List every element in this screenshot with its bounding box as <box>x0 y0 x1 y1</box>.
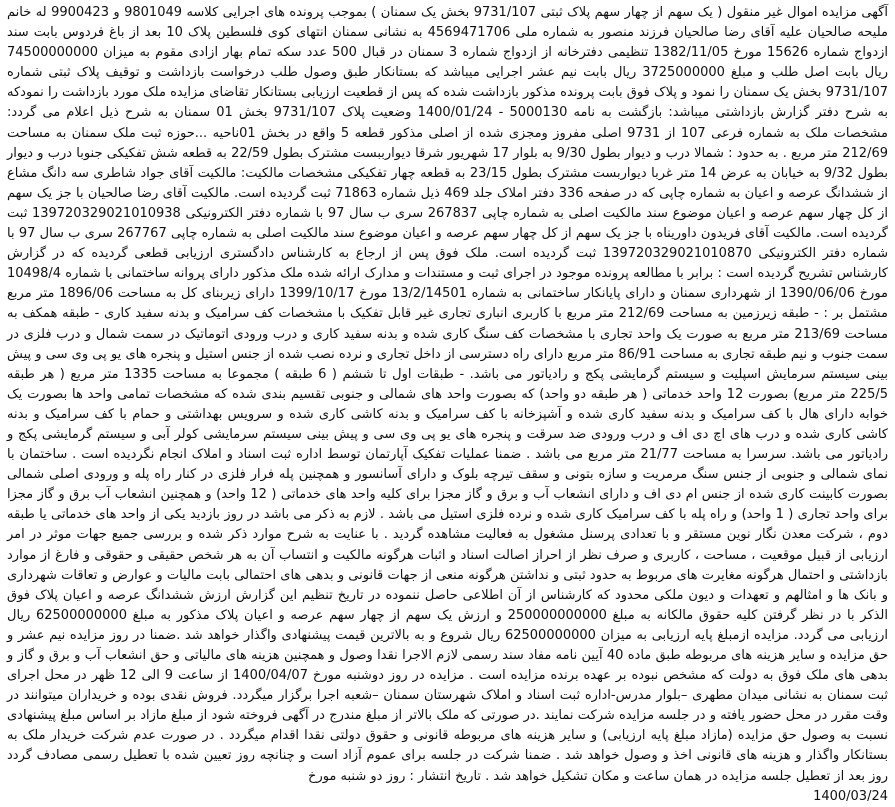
notice-body-text: آگهی مزایده اموال غیر منقول ( یک سهم از چهار سهم پلاک ثبتی 9731/107 بخش یک سمنان ) بموجب پرونده های اجرایی کلاسه 9801049 و 9900423 له خانم ملیحه صالحیان علیه آقای رضا صالحیان فرزند منصور به شماره ملی 4569471706 به نشانی سمنان انتهای کوی فلسطین پلاک 10 بعد از باغ فردوس بابت سند ازدواج شماره 15626 مورخ 1382/11/05 تنظیمی دفترخانه از ازدواج شماره 3 سمنان در قبال 500 عدد سکه تمام بهار ازادی مقوم به میزان 74500000000 ریال بابت اصل طلب و مبلغ 3725000000 ریال بابت نیم عشر اجرایی میباشد که بستانکار طبق وصول طلب درخواست بازداشت و توقیف پلاک ثبتی شماره 9731/107 بخش یک سمنان را نمود و پلاک فوق بابت پرونده مذکور بازداشت شده که پس از قطعیت ارزیابی بستانکار تقاضای مزایده ملک مورد بازداشت را نمودکه به شرح دفتر گزارش بازداشتی میباشد: بازگشت به نامه 5000130 - 1400/01/24 وضعیت پلاک 9731/107 بخش 01 سمنان به شرح ذیل اعلام می گردد: مشخصات ملک به شماره فرعی 107 از 9731 اصلی مفروز ومجزی شده از اصلی مذکور قطعه 5 واقع در بخش 01ناحیه ...حوزه ثبت ملک سمنان به مساحت 212/69 متر مربع . به حدود : شمالا درب و دیوار بطول 9/30 به بلوار 17 شهریور شرقا دیوارببست مشترک بطول 22/59 به قطعه شش تفکیکی جنوبا درب و دیوار بطول 9/32 به خیابان به عرض 14 متر غربا دیواربست مشترک بطول 23/15 به قطعه چهار تفکیکی مشخصات مالکیت: مالکیت آقای جواد شاطری سه دانگ مشاع از ششدانگ عرصه و اعیان به شماره چاپی که در صفحه 336 دفتر املاک جلد 469 ذیل شماره 71863 ثبت گردیده است. مالکیت آقای رضا صالحیان با جز یک سهم از کل چهار سهم عرصه و اعیان موضوع سند مالکیت اصلی به شماره چاپی 267837 سری ب سال 97 با شماره دفتر الکترونیکی 139720329021010938 ثبت گردیده است. مالکیت آقای فریدون داوریناه با جز یک سهم از کل چهار سهم عرصه و اعیان موضوع سند مالکیت اصلی به شماره چاپی 267767 سری ب سال 97 با شماره دفتر الکترونیکی 139720329021010870 ثبت گردیده است. ملک فوق پس از ارجاع به کارشناس دادگستری ارزیابی قطعی گردیده که در گزارش کارشناس تشریح گردیده است : برابر با مطالعه پرونده موجود در اجرای ثبت و مستندات و مدارک ارائه شده ملک مذکور دارای پروانه ساختمانی با شماره 10498/4 مورخ 1390/06/06 از شهرداری سمنان و دارای پایانکار ساختمانی به شماره 13/2/14501 مورخ 1399/10/17 دارای زیربنای کل به مساحت 1896/06 متر مربع مشتمل بر : - طبقه زیرزمین به مساحت 212/69 متر مربع با کاربری انباری تجاری غیر قابل تفکیک با مشخصات کف سرامیک و بدنه سفید کاری - طبقه همکف به مساحت 213/69 متر مربع به صورت یک واحد تجاری با مشخصات کف سنگ کاری شده و بدنه سفید کاری و درب ورودی اتوماتیک در سمت شمال و درب فلزی در سمت جنوب و نیم طبقه تجاری به مساحت 86/91 متر مربع دارای راه دسترسی از داخل تجاری و نرده نصب شده از جنس استیل و پنجره های یو پی وی سی و پیش بینی سیستم سرمایش اسپلیت و سیستم گرمایشی پکج و رادیاتور می باشد. - طبقات اول تا ششم ( 6 طبقه ) مجموعا به مساحت 1335 متر مربع ( هر طبقه 225/5 متر مربع) بصورت 12 واحد خدماتی ( هر طبقه دو واحد) که بصورت واحد های شمالی و جنوبی تقسیم بندی شده که مشخصات تمامی واحد ها بصورت یک خوابه دارای هال با کف سرامیک و بدنه سفید کاری شده و آشپزخانه با کف سرامیک و بدنه کاشی کاری شده و سرویس بهداشتی و حمام با کف سرامیک و بدنه کاشی کاری شده و درب های اچ دی اف و درب ورودی ضد سرقت و پنجره های یو پی وی سی و پیش بینی سیستم سرمایشی کولر آبی و سیستم گرمایشی پکج و رادیاتور می باشد. سرسرا به مساحت 21/77 متر مربع می باشد . ضمنا عملیات تفکیک آپارتمان توسط اداره ثبت اسناد و املاک انجام نگردیده است . ساختمان با نمای شمالی و جنوبی از جنس سنگ مرمریت و سازه بتونی و سقف تیرچه بلوک و دارای آسانسور و همچنین پله فرار فلزی در کنار راه پله و ورودی اصلی شمالی بصورت کابینت کاری شده از جنس ام دی اف و دارای انشعاب آب و برق و گاز مجزا برای کلیه واحد های خدماتی ( 12 واحد) و همچنین انشعاب آب برق و گاز مجزا برای واحد تجاری ( 1 واحد) و راه پله با کف سرامیک کاری شده و نرده فلزی استیل می باشد . لازم به ذکر می باشد در روز بازدید یکی از واحد های خدماتی یا طبقه دوم ، شرکت معدن نگار نوین مستقر و با تعدادی پرسنل مشغول به فعالیت مشاهده گردید . با عنایت به شرح موارد ذکر شده و بررسی جمیع جهات موثر در امر ارزیابی از قبیل موقعیت ، مساحت ، کاربری و صرف نظر از احراز اصالت اسناد و اثبات هرگونه مالکیت و انتساب آن به هر شخص حقیقی و حقوقی و فارغ از موارد بازداشتی و احتمال هرگونه مغایرت های مربوط به حدود ثبتی و نداشتن هرگونه منعی از جهات قانونی و بدهی های احتمالی بابت مالیات و عوارض و تعاقات شهرداری و بانک ها و امثالهم و تعهدات و دیون ملکی محدود که کارشناس از آن اطلاعی حاصل ننموده در تاریخ تنظیم این گزارش ارزش ششدانگ عرصه و اعیان پلاک فوق الذکر با در نظر گرفتن کلیه حقوق مالکانه به مبلغ 250000000000 و ارزش یک سهم از چهار سهم عرصه و اعیان پلاک مذکور به مبلغ 62500000000 ریال ارزیابی می گردد. مزایده ازمبلغ پایه ارزیابی به میزان 62500000000 ریال شروع و به بالاترین قیمت پیشنهادی واگذار خواهد شد .ضمنا در روز مزایده نیم عشر و حق مزایده و سایر هزینه های مربوطه طبق ماده 40 آیین نامه مفاد سند رسمی لازم الاجرا نقدا وصول و همچنین هزینه های مالیاتی و حق انشعاب آب و برق و گاز و بدهی های ملک فوق به دولت که مشخص نبوده بر عهده برنده مزایده است . مزایده در روز دوشنبه مورخ 1400/04/07 از ساعت 9 الی 12 ظهر در محل اجرای ثبت سمنان به نشانی میدان مطهری –بلوار مدرس-اداره ثبت اسناد و املاک شهرستان سمنان –شعبه اجرا برگزار میگردد. فروش نقدی بوده و خریداران میتوانند در وقت مقرر در محل حضور یافته و در جلسه مزایده شرکت نمایند .در صورتی که ملک بالاتر از مبلغ مندرج در آگهی فروخته شود از مبلغ مازاد بر اساس مبلغ پیشنهادی نسبت به وصول حق مزایده (مازاد مبلغ پایه ارزیابی) و سایر هزینه های مربوطه قانونی و حقوق دولتی نقدا اقدام میگردد . در صورت عدم شرکت خریدار ملک به بستانکار واگذار و هزینه های قانونی اخذ و وصول خواهد شد . ضمنا شرکت در جلسه برای عموم آزاد است و چنانچه روز تعیین شده با تعطیل رسمی مصادف گردد روز بعد از تعطیل جلسه مزایده در همان ساعت و مکان تشکیل خواهد شد . تاریخ انتشار : روز دو شنبه مورخ <box>7 5 889 784</box>
publish-date: 1400/03/24 <box>813 788 888 804</box>
